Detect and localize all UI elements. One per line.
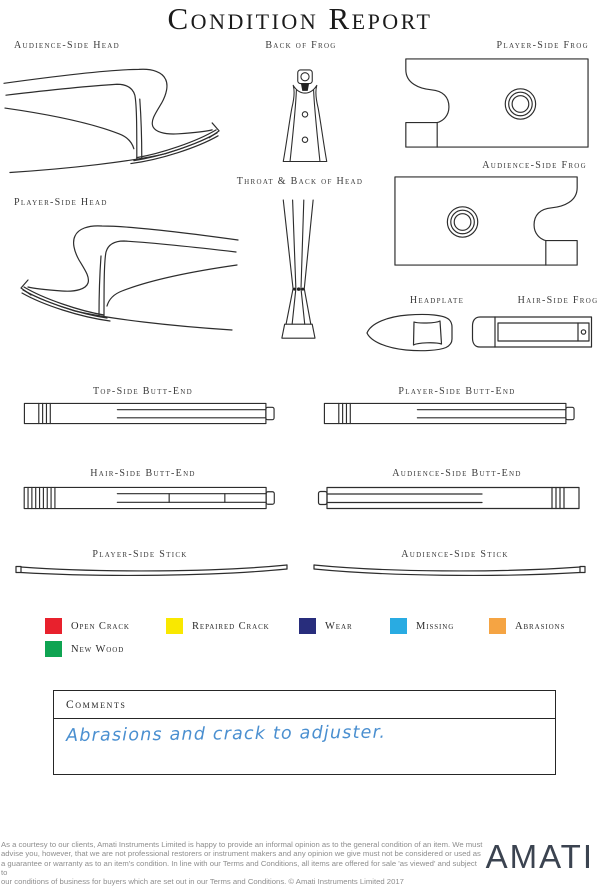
hair-side-butt-end-label: Hair-Side Butt-End (90, 468, 196, 479)
throat-back-of-head-diagram (266, 200, 336, 340)
audience-side-stick-label: Audience-Side Stick (401, 549, 509, 560)
player-side-butt-end-diagram (318, 402, 580, 425)
disclaimer-line: As a courtesy to our clients, Amati Instruments Limited is happy to provide an informal opinion as to the general condition of an item. We must (1, 840, 483, 849)
legend-item-open-crack (45, 618, 130, 634)
legend-item-abrasions (489, 618, 565, 634)
abrasions-label: Abrasions (515, 620, 566, 632)
page-title: Condition Report (167, 1, 433, 36)
wear-swatch (299, 618, 316, 634)
comments-box (53, 690, 556, 775)
abrasions-swatch (489, 618, 506, 634)
headplate-label: Headplate (409, 295, 465, 306)
open-crack-label: Open Crack (71, 620, 130, 632)
legend-item-repaired-crack (166, 618, 270, 634)
repaired-crack-swatch (166, 618, 183, 634)
amati-logo: AMATI (485, 838, 594, 875)
hair-side-butt-end-diagram (18, 486, 280, 510)
disclaimer-line: advise you, however, that we are not professional restorers or instrument makers and any opinion we give must not be considered or used as (1, 849, 481, 859)
headplate-diagram (364, 309, 456, 355)
footer-disclaimer (1, 840, 485, 886)
back-of-frog-label: Back of Frog (265, 40, 337, 51)
back-of-frog-diagram (276, 68, 334, 168)
player-side-head-label: Player-Side Head (14, 197, 108, 208)
player-side-stick-label: Player-Side Stick (92, 549, 188, 560)
disclaimer-line: a guarantee or warranty as to an item's condition. In line with our Terms and Conditions, all items are offered for sale 'as viewed' and subject to (1, 858, 477, 877)
wear-label: Wear (325, 620, 353, 632)
player-side-head-diagram (0, 212, 240, 332)
audience-side-frog-diagram (393, 174, 585, 268)
disclaimer-line: our conditions of business for buyers which are set out in our Terms and Conditions. © Amati Instruments Limited 2017 (1, 877, 404, 886)
throat-back-of-head-label: Throat & Back of Head (236, 176, 364, 187)
audience-side-butt-end-label: Audience-Side Butt-End (392, 468, 522, 479)
repaired-crack-label: Repaired Crack (192, 620, 270, 632)
legend-item-wear (299, 618, 353, 634)
player-side-frog-diagram (398, 56, 590, 150)
audience-side-frog-label: Audience-Side Frog (482, 160, 587, 171)
top-side-butt-end-diagram (18, 402, 280, 425)
top-side-butt-end-label: Top-Side Butt-End (92, 386, 194, 397)
audience-side-head-label: Audience-Side Head (14, 40, 121, 51)
hair-side-frog-label: Hair-Side Frog (517, 295, 599, 306)
missing-label: Missing (416, 620, 455, 632)
audience-side-butt-end-diagram (318, 486, 580, 510)
hair-side-frog-diagram (471, 316, 593, 348)
legend-item-new-wood (45, 641, 124, 657)
audience-side-stick-diagram (312, 562, 586, 578)
missing-swatch (390, 618, 407, 634)
new-wood-label: New Wood (71, 643, 125, 655)
comments-heading: Comments (54, 691, 555, 719)
player-side-butt-end-label: Player-Side Butt-End (398, 386, 516, 397)
player-side-frog-label: Player-Side Frog (496, 40, 589, 51)
comments-field[interactable]: Abrasions and crack to adjuster. (66, 722, 387, 746)
audience-side-head-diagram (2, 55, 230, 175)
open-crack-swatch (45, 618, 62, 634)
player-side-stick-diagram (15, 562, 289, 578)
legend-item-missing (390, 618, 454, 634)
new-wood-swatch (45, 641, 62, 657)
